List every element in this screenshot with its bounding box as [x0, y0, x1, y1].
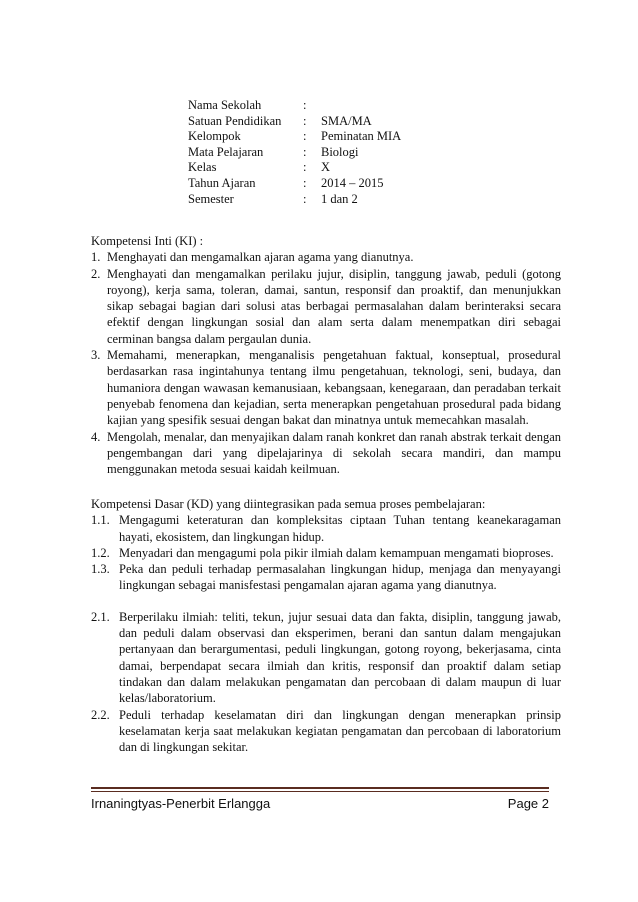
identity-label: Semester: [188, 191, 234, 206]
kd-text: Peduli terhadap keselamatan diri dan lingkungan dengan menerapkan prinsip keselamatan kerja saat melakukan kegiatan pengamatan dan percobaan di laboratorium dan di lingkungan sekitar.: [119, 707, 561, 755]
identity-label: Kelas: [188, 160, 217, 175]
identity-colon: :: [303, 113, 307, 128]
identity-colon: :: [303, 144, 307, 159]
identity-row-unit: [188, 114, 401, 130]
identity-colon: :: [303, 160, 307, 175]
identity-label: Kelompok: [188, 129, 241, 144]
identity-value: X: [321, 160, 331, 175]
kd-item: [91, 561, 561, 594]
identity-label: Tahun Ajaran: [188, 175, 256, 190]
identity-row-group: [188, 129, 401, 145]
identity-colon: :: [303, 175, 307, 190]
ki-item: [91, 347, 561, 428]
kd-item: [91, 707, 561, 756]
ki-number: 3.: [91, 348, 101, 363]
footer-rule-thin: [91, 791, 549, 792]
ki-item: [91, 429, 561, 478]
kd-item: [91, 545, 561, 561]
ki-text: Menghayati dan mengamalkan ajaran agama yang dianutnya.: [107, 250, 414, 265]
identity-label: Nama Sekolah: [188, 98, 262, 112]
core-competencies: [91, 233, 561, 477]
kd-number: 1.1.: [91, 513, 110, 528]
kd-text: Mengagumi keteraturan dan kompleksitas ciptaan Tuhan tentang keanekaragaman hayati, ekosistem, dan lingkungan hidup.: [119, 513, 561, 544]
identity-label: Mata Pelajaran: [188, 144, 264, 159]
page-footer: [91, 796, 549, 811]
ki-number: 4.: [91, 429, 101, 444]
ki-number: 2.: [91, 266, 101, 281]
kd-number: 2.2.: [91, 707, 110, 722]
kd-text: Menyadari dan mengagumi pola pikir ilmiah dalam kemampuan mengamati bioproses.: [119, 545, 554, 560]
kd-text: Berperilaku ilmiah: teliti, tekun, jujur sesuai data dan fakta, disiplin, tanggung jawab, dan peduli dalam observasi dan eksperimen, berani dan santun dalam mengajukan pertanyaan dan berargumentasi, peduli lingkungan, gotong royong, bekerjasama, cinta damai, berpendapat secara ilmiah dan kritis, responsif dan proaktif dalam setiap tindakan dan dalam melakukan pengamatan dan percobaan di dalam maupun di luar kelas/laboratorium.: [119, 609, 561, 706]
footer-publisher: Irnaningtyas-Penerbit Erlangga: [91, 796, 271, 811]
identity-value: 2014 – 2015: [321, 175, 384, 190]
ki-text: Mengolah, menalar, dan menyajikan dalam ranah konkret dan ranah abstrak terkait dengan pengembangan dari yang dipelajarinya di sekolah secara mandiri, dan mampu menggunakan metoda sesuai kaidah keilmuan.: [107, 429, 561, 477]
identity-colon: :: [303, 98, 307, 112]
kd-item: [91, 609, 561, 707]
ki-item: [91, 249, 561, 265]
kd-number: 2.1.: [91, 609, 110, 624]
identity-value: 1 dan 2: [321, 191, 358, 206]
footer-rule: [91, 787, 549, 789]
kd-number: 1.3.: [91, 562, 110, 577]
kd-text: Peka dan peduli terhadap permasalahan lingkungan hidup, menjaga dan menyayangi lingkungan sebagai manisfestasi pengamalan ajaran agama yang dianutnya.: [119, 562, 561, 593]
identity-colon: :: [303, 129, 307, 144]
kd-item: [91, 512, 561, 545]
identity-row-year: [188, 176, 401, 192]
identity-table: [188, 98, 401, 207]
ki-number: 1.: [91, 250, 101, 265]
identity-value: Peminatan MIA: [321, 129, 402, 144]
ki-text: Menghayati dan mengamalkan perilaku jujur, disiplin, tanggung jawab, peduli (gotong royong), kerja sama, toleran, damai, santun, responsif dan proaktif, dan menunjukkan sikap sebagai bagian dari solusi atas berbagai permasalahan dalam berinteraksi secara efektif dengan lingkungan sosial dan alam serta dalam menempatkan diri sebagai cerminan bangsa dalam pergaulan dunia.: [107, 266, 561, 346]
kd-number: 1.2.: [91, 545, 110, 560]
ki-text: Memahami, menerapkan, menganalisis pengetahuan faktual, konseptual, prosedural berdasarkan rasa ingintahunya tentang ilmu pengetahuan, teknologi, seni, budaya, dan humaniora dengan wawasan kemanusiaan, kebangsaan, kenegaraan, dan peradaban terkait penyebab fenomena dan kejadian, serta menerapkan pengetahuan prosedural pada bidang kajian yang spesifik sesuai dengan bakat dan minatnya untuk memecahkan masalah.: [107, 348, 561, 428]
identity-row-subject: [188, 145, 401, 161]
identity-label: Satuan Pendidikan: [188, 113, 282, 128]
basic-competencies: [91, 496, 561, 755]
identity-colon: :: [303, 191, 307, 206]
ki-heading: Kompetensi Inti (KI) :: [91, 234, 204, 248]
identity-row-class: [188, 160, 401, 176]
identity-row-semester: [188, 192, 401, 208]
kd-heading: Kompetensi Dasar (KD) yang diintegrasikan pada semua proses pembelajaran:: [91, 497, 486, 511]
identity-value: SMA/MA: [321, 113, 372, 128]
identity-row-school: [188, 98, 401, 114]
ki-item: [91, 266, 561, 347]
group-spacer: [91, 594, 561, 609]
page-number: Page 2: [507, 796, 549, 811]
identity-value: Biologi: [321, 144, 359, 159]
